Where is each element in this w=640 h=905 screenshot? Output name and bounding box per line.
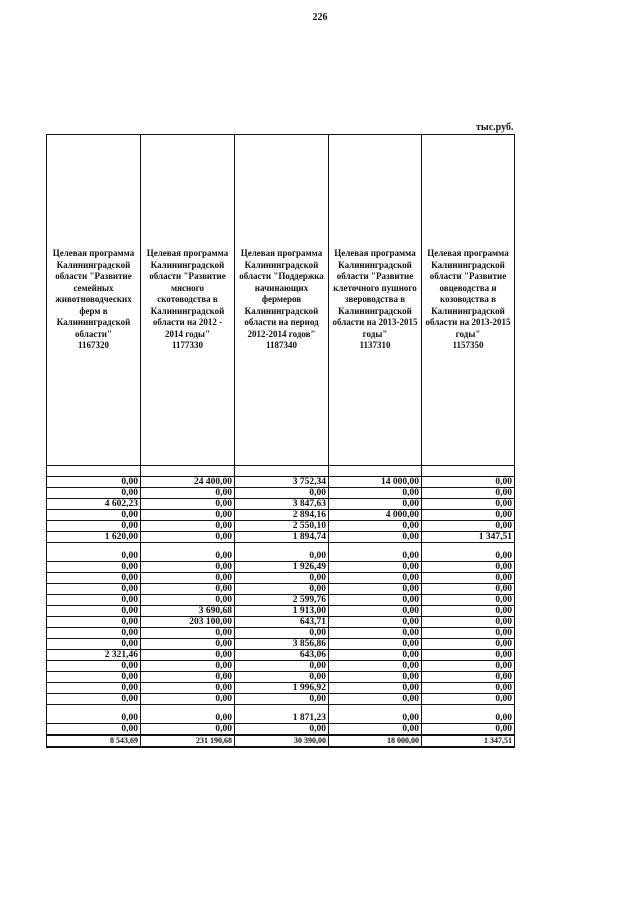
- table-cell: 0,00: [329, 573, 422, 584]
- table-cell: 0,00: [329, 683, 422, 694]
- table-cell: 0,00: [141, 705, 235, 724]
- column-header: [422, 135, 515, 466]
- table-cell: 0,00: [235, 661, 329, 672]
- table-cell: 0,00: [47, 477, 141, 488]
- table-cell: 0,00: [329, 672, 422, 683]
- table-row: [47, 705, 515, 724]
- table-cell: 1 347,51: [422, 532, 515, 543]
- table-cell: 2 321,46: [47, 650, 141, 661]
- table-cell: 1 894,74: [235, 532, 329, 543]
- table-cell: 0,00: [235, 584, 329, 595]
- units-label: тыс.руб.: [476, 122, 514, 133]
- table-cell: 1 926,49: [235, 562, 329, 573]
- table-row: [47, 672, 515, 683]
- table-cell: 0,00: [329, 639, 422, 650]
- table-cell: 0,00: [141, 724, 235, 736]
- column-header: [329, 135, 422, 466]
- table-row: [47, 606, 515, 617]
- table-cell: 0,00: [329, 584, 422, 595]
- table-cell: 4 000,00: [329, 510, 422, 521]
- table-cell: 0,00: [235, 628, 329, 639]
- table-cell: 0,00: [329, 628, 422, 639]
- table-row: [47, 724, 515, 736]
- table-cell: 0,00: [141, 595, 235, 606]
- header-row: [47, 135, 515, 466]
- table-row: [47, 650, 515, 661]
- page-number: 226: [312, 12, 328, 23]
- table-cell: 0,00: [329, 661, 422, 672]
- table-cell: 0,00: [47, 595, 141, 606]
- table-cell: 0,00: [329, 521, 422, 532]
- table-cell: 4 602,23: [47, 499, 141, 510]
- table-cell: 0,00: [47, 521, 141, 532]
- table-cell: 0,00: [47, 562, 141, 573]
- table-cell: 0,00: [235, 573, 329, 584]
- table-cell: 0,00: [47, 488, 141, 499]
- table-cell: 0,00: [422, 510, 515, 521]
- table-cell: 0,00: [329, 606, 422, 617]
- table-cell: 0,00: [141, 488, 235, 499]
- column-title: Целевая программа Калининградской области "Развитие клеточного пушного звероводства в Калининградской области на 2013-2015 годы": [332, 248, 418, 339]
- table-cell: 0,00: [422, 606, 515, 617]
- table-cell: 0,00: [422, 543, 515, 562]
- table-cell: 3 690,68: [141, 606, 235, 617]
- table-cell: 1 996,92: [235, 683, 329, 694]
- column-title: Целевая программа Калининградской области "Развитие овцеводства и козоводства в Калининградской области на 2013-2015 годы": [425, 248, 511, 339]
- table-cell: 8 543,69: [47, 735, 141, 747]
- column-code: 1187340: [265, 340, 297, 351]
- table-cell: 0,00: [235, 672, 329, 683]
- table-cell: 0,00: [329, 595, 422, 606]
- table-cell: 0,00: [329, 562, 422, 573]
- table-cell: 0,00: [141, 628, 235, 639]
- table-cell: 3 752,34: [235, 477, 329, 488]
- table-cell: 1 871,23: [235, 705, 329, 724]
- table-cell: 0,00: [141, 562, 235, 573]
- table-cell: 0,00: [141, 521, 235, 532]
- table-cell: 0,00: [329, 724, 422, 736]
- table-cell: 0,00: [422, 562, 515, 573]
- table-cell: 0,00: [422, 683, 515, 694]
- table-cell: 0,00: [422, 499, 515, 510]
- table-cell: 0,00: [422, 488, 515, 499]
- table-row: [47, 573, 515, 584]
- table-cell: 0,00: [141, 650, 235, 661]
- table-cell: 0,00: [329, 705, 422, 724]
- column-code: 1167320: [77, 340, 109, 351]
- column-code: 1157350: [452, 340, 484, 351]
- table-cell: 0,00: [329, 499, 422, 510]
- table-cell: 0,00: [422, 477, 515, 488]
- table-row: [47, 683, 515, 694]
- table-cell: 0,00: [329, 532, 422, 543]
- table-cell: 0,00: [47, 724, 141, 736]
- table-cell: 0,00: [141, 661, 235, 672]
- table-row: [47, 694, 515, 705]
- table-cell: 0,00: [329, 617, 422, 628]
- table-cell: 2 599,76: [235, 595, 329, 606]
- table-cell: 18 000,00: [329, 735, 422, 747]
- table-cell: 0,00: [422, 584, 515, 595]
- table-cell: 0,00: [47, 617, 141, 628]
- column-code: 1177330: [171, 340, 203, 351]
- table-cell: 0,00: [141, 532, 235, 543]
- table-cell: 2 894,16: [235, 510, 329, 521]
- table-cell: 14 000,00: [329, 477, 422, 488]
- table-cell: 0,00: [422, 573, 515, 584]
- table-cell: [329, 466, 422, 477]
- table-cell: 3 847,63: [235, 499, 329, 510]
- table-cell: 0,00: [422, 628, 515, 639]
- table-row: [47, 628, 515, 639]
- column-title: Целевая программа Калининградской области "Развитие мясного скотоводства в Калининградской области на 2012 - 2014 годы": [146, 248, 229, 339]
- table-cell: 0,00: [235, 694, 329, 705]
- table-cell: [141, 466, 235, 477]
- table-cell: 0,00: [47, 510, 141, 521]
- table-row: [47, 562, 515, 573]
- table-cell: 1 347,51: [422, 735, 515, 747]
- table-cell: [235, 466, 329, 477]
- table-cell: [422, 466, 515, 477]
- table-row: [47, 510, 515, 521]
- table-cell: 0,00: [47, 639, 141, 650]
- table-cell: 0,00: [329, 543, 422, 562]
- table-row: [47, 595, 515, 606]
- table-cell: 0,00: [141, 683, 235, 694]
- table-cell: 30 390,00: [235, 735, 329, 747]
- column-header: [141, 135, 235, 466]
- table-cell: 0,00: [47, 606, 141, 617]
- table-cell: 0,00: [141, 694, 235, 705]
- table-cell: 203 100,00: [141, 617, 235, 628]
- table-row: [47, 617, 515, 628]
- table-cell: 0,00: [47, 683, 141, 694]
- table-cell: [47, 466, 141, 477]
- table-cell: 643,06: [235, 650, 329, 661]
- table-cell: 1 913,00: [235, 606, 329, 617]
- table-cell: 0,00: [47, 672, 141, 683]
- column-title: Целевая программа Калининградской области "Поддержка начинающих фермеров Калининградской области на период 2012-2014 годов": [239, 248, 324, 339]
- table-row: [47, 661, 515, 672]
- table-row: [47, 521, 515, 532]
- table-body: [47, 466, 515, 748]
- table-cell: 0,00: [141, 510, 235, 521]
- table-cell: 0,00: [141, 672, 235, 683]
- table-row: [47, 477, 515, 488]
- table-cell: 0,00: [422, 639, 515, 650]
- table-cell: 3 856,86: [235, 639, 329, 650]
- table-row: [47, 499, 515, 510]
- table-cell: 0,00: [422, 694, 515, 705]
- table-row: [47, 532, 515, 543]
- column-title: Целевая программа Калининградской области "Развитие семейных животноводческих ферм в Калининградской области": [52, 248, 135, 339]
- table-cell: 0,00: [47, 584, 141, 595]
- table-cell: 0,00: [141, 639, 235, 650]
- table-cell: 1 620,00: [47, 532, 141, 543]
- table-cell: 0,00: [235, 488, 329, 499]
- table-cell: 0,00: [47, 628, 141, 639]
- table-cell: 0,00: [235, 724, 329, 736]
- table-cell: 0,00: [235, 543, 329, 562]
- table-cell: 0,00: [422, 650, 515, 661]
- table-cell: 0,00: [329, 650, 422, 661]
- table-row: [47, 584, 515, 595]
- table-row: [47, 488, 515, 499]
- table-cell: 0,00: [141, 543, 235, 562]
- table-cell: 0,00: [422, 672, 515, 683]
- table-cell: 0,00: [329, 694, 422, 705]
- spacer-row: [47, 466, 515, 477]
- table-cell: 0,00: [329, 488, 422, 499]
- table-cell: 0,00: [47, 694, 141, 705]
- totals-row: [47, 735, 515, 747]
- table-cell: 24 400,00: [141, 477, 235, 488]
- table-cell: 0,00: [422, 724, 515, 736]
- table-cell: 0,00: [141, 499, 235, 510]
- column-header: [235, 135, 329, 466]
- table-cell: 231 190,68: [141, 735, 235, 747]
- table-cell: 0,00: [422, 521, 515, 532]
- table-cell: 0,00: [422, 595, 515, 606]
- table-cell: 2 550,10: [235, 521, 329, 532]
- table-cell: 0,00: [422, 661, 515, 672]
- table-cell: 0,00: [141, 584, 235, 595]
- table-cell: 0,00: [47, 661, 141, 672]
- table-cell: 643,71: [235, 617, 329, 628]
- table-cell: 0,00: [47, 543, 141, 562]
- column-code: 1137310: [359, 340, 391, 351]
- table-row: [47, 543, 515, 562]
- column-header: [47, 135, 141, 466]
- table-cell: 0,00: [141, 573, 235, 584]
- table-row: [47, 639, 515, 650]
- table-cell: 0,00: [47, 705, 141, 724]
- table-cell: 0,00: [47, 573, 141, 584]
- budget-table: [46, 134, 515, 748]
- table-cell: 0,00: [422, 705, 515, 724]
- table-cell: 0,00: [422, 617, 515, 628]
